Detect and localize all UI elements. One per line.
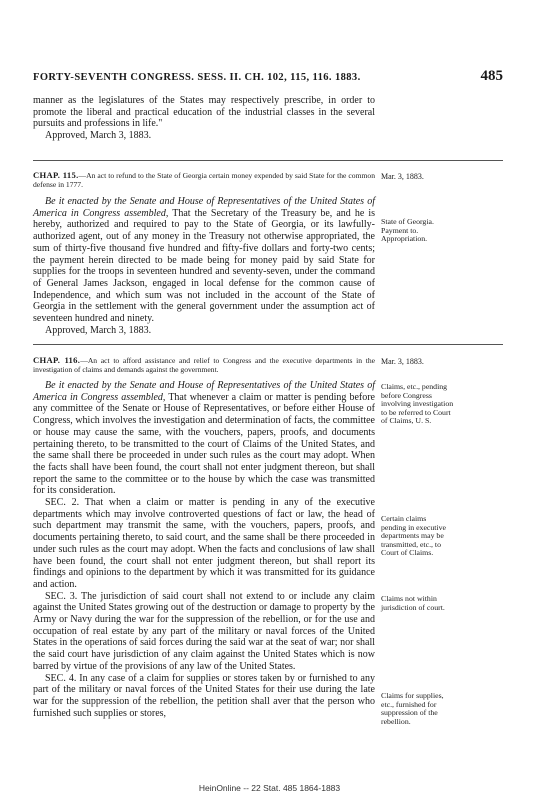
chap116-sec1: That whenever a claim or matter is pending before any committee of the Senate or House of Representatives, or before either House of Congress, which involves the investigation and determination of facts, the committee or house may cause the same, with the vouchers, papers, proofs, and documents pertaining thereto, to be transmitted to the court of Claims of the United States, and the same shall there be proceeded in under such rules as the court may adopt. When the facts shall have been found, the court shall not enter judgment thereon, but shall report the same to the committee or to the house by which the case was transmitted for its consideration. xyxy=(33,391,375,497)
opening-approved: Approved, March 3, 1883. xyxy=(45,130,152,142)
chap115-date: Mar. 3, 1883. xyxy=(381,172,424,181)
chap116-sec2: SEC. 2. That when a claim or matter is pending in any of the executive departments which may involve controverted questions of fact or law, the head of such department may transmit the same, with the vouchers, papers, proofs, and documents pertaining thereto, to said court, and the same shall be there proceeded in under such rules as the court may adopt. When the facts and conclusions of law shall have been found, the court shall not enter judgment thereon, but shall report its findings and opinions to the department by which it was transmitted for its guidance and action. xyxy=(33,497,375,590)
chap116-enacting-clause: Be it enacted by the Senate and House of Representatives of the United States of America in Congress assembled, xyxy=(33,380,375,403)
chap116-sec4-margin-note: Claims for supplies, etc., furnished for suppression of the rebellion. xyxy=(381,691,444,726)
chap116-sec3: SEC. 3. The jurisdiction of said court shall not extend to or include any claim against the United States growing out of the destruction or damage to property by the Army or Navy during the war for the suppression of the rebellion, or for the use and occupation of real estate by any part of the military or naval forces of the United States in the operations of said forces during the said war at the seat of war; nor shall the said court have jurisdiction of any claim against the United States which is now barred by virtue of the provisions of any law of the United States. xyxy=(33,590,375,672)
chap115-margin-note: State of Georgia. Payment to. Appropriation. xyxy=(381,217,434,244)
chap115-text: That the Secretary of the Treasury be, and he is hereby, authorized and required to pay to the State of Georgia, or its lawfully-authorized agent, out of any money in the Treasury not otherwise appropriated, the sum of thirty-five thousand five hundred and fifty-five dollars and forty-two cents; the payment herein directed to be made being for money paid by said State for supplies for the troops in seventeen hundred and seventy-seven, under the command of General James Jackson, engaged in local defense for the common cause of Independence, and which sum was not included in the account of the State of Georgia in the settlement with the general government under the assumption act of seventeen hundred and ninety. xyxy=(33,207,375,325)
chap116-sec2-margin-note: Certain claims pending in executive departments may be transmitted, etc., to Court of Claims. xyxy=(381,514,446,558)
opening-block xyxy=(33,95,375,142)
chap115-label: CHAP. 115. xyxy=(33,170,79,180)
page-number: 485 xyxy=(480,68,503,84)
section-divider xyxy=(33,344,503,345)
chap116-sec1-margin-note: Claims, etc., pending before Congress involving investigation to be referred to Court of Claims, U. S. xyxy=(381,382,454,426)
chap116-label: CHAP. 116. xyxy=(33,355,81,365)
chap116-title: —An act to afford assistance and relief to Congress and the executive departments in the investigation of claims and demands against the government. xyxy=(33,356,375,374)
page-header xyxy=(33,70,503,86)
running-head: FORTY-SEVENTH CONGRESS. SESS. II. CH. 102, 115, 116. 1883. xyxy=(33,72,361,83)
chap115-enacting-clause: Be it enacted by the Senate and House of Representatives of the United States of America in Congress assembled, xyxy=(33,196,375,219)
chap116-body xyxy=(33,380,375,719)
chap115-approved: Approved, March 3, 1883. xyxy=(45,324,152,336)
opening-text: manner as the legislatures of the States may respectively prescribe, in order to promote the liberal and practical education of the industrial classes in the several pursuits and professions in life." xyxy=(33,95,375,130)
chap116-sec3-margin-note: Claims not within jurisdiction of court. xyxy=(381,594,445,612)
chap116-sec4: SEC. 4. In any case of a claim for supplies or stores taken by or furnished to any part of the military or naval forces of the United States for their use during the late war for the suppression of the rebellion, the petition shall aver that the person who furnished such supplies or stores, xyxy=(33,672,375,719)
chap116-heading xyxy=(33,356,375,374)
chap115-body xyxy=(33,196,375,336)
chap116-date: Mar. 3, 1883. xyxy=(381,357,424,366)
chap115-heading xyxy=(33,171,375,189)
chap115-title: —An act to refund to the State of Georgia certain money expended by said State for the common defense in 1777. xyxy=(33,171,375,189)
section-divider xyxy=(33,160,503,161)
page-footer: HeinOnline -- 22 Stat. 485 1864-1883 xyxy=(198,783,341,793)
